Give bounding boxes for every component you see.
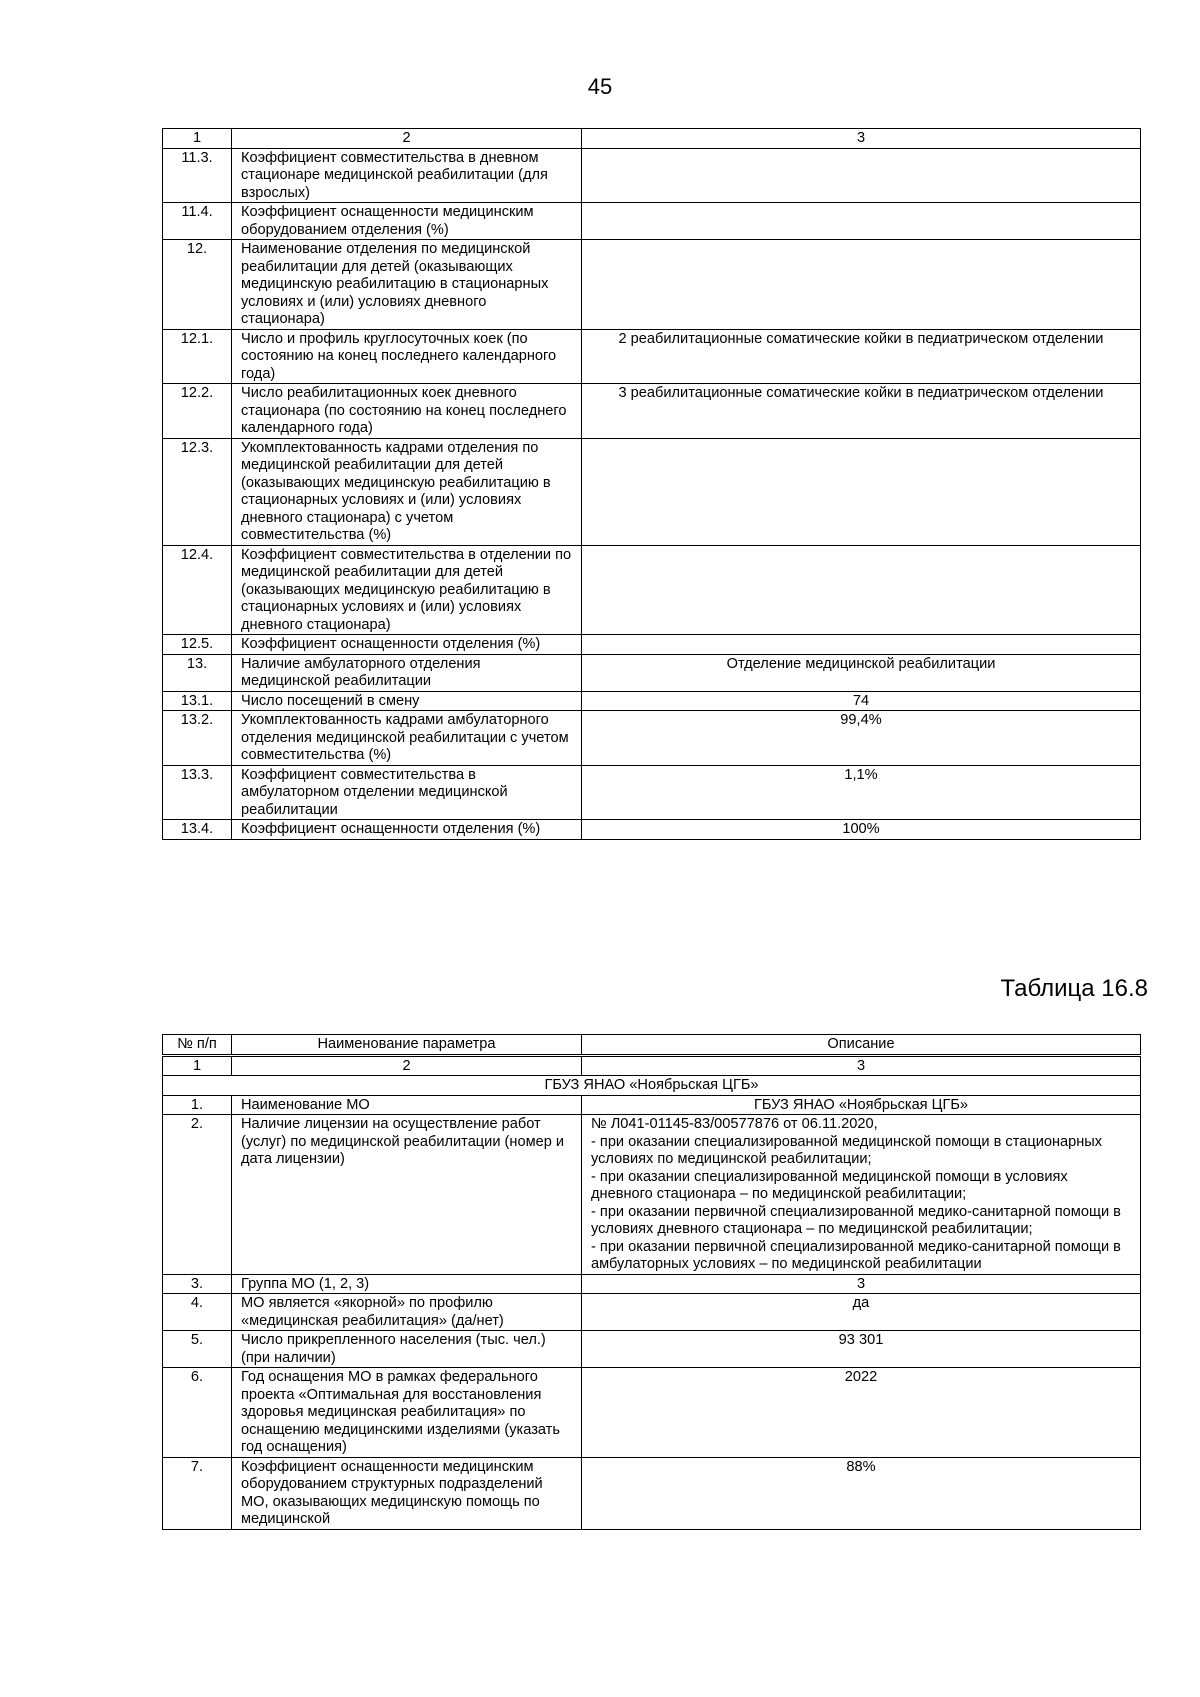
parameter-value: [582, 1115, 1141, 1275]
table-row: [163, 711, 1141, 766]
row-number: 12.1.: [163, 329, 232, 384]
row-number: 13.: [163, 654, 232, 691]
column-title: Наименование параметра: [232, 1035, 582, 1056]
column-number: 1: [163, 1055, 232, 1076]
row-number: 3.: [163, 1274, 232, 1294]
parameter-name: Группа МО (1, 2, 3): [232, 1274, 582, 1294]
parameter-value: [582, 545, 1141, 635]
parameter-name: Год оснащения МО в рамках федерального проекта «Оптимальная для восстановления здоровья медицинская реабилитация» по оснащению медицинскими изделиями (указать год оснащения): [232, 1368, 582, 1458]
table-caption: Таблица 16.8: [1000, 975, 1148, 1002]
parameter-name: Число реабилитационных коек дневного стационара (по состоянию на конец последнего календарного года): [232, 384, 582, 439]
row-number: 12.3.: [163, 438, 232, 545]
page-number: 45: [587, 74, 613, 99]
row-number: 4.: [163, 1294, 232, 1331]
row-number: 12.2.: [163, 384, 232, 439]
parameters-table: [162, 1034, 1141, 1530]
table-row: [163, 384, 1141, 439]
parameter-value: 74: [582, 691, 1141, 711]
table-row: [163, 1368, 1141, 1458]
column-title-row: [163, 1035, 1141, 1056]
parameter-name: Наименование отделения по медицинской реабилитации для детей (оказывающих медицинскую реабилитацию в стационарных условиях и (или) условиях дневного стационара): [232, 240, 582, 330]
value-line: - при оказании специализированной медицинской помощи в условиях дневного стационара – по медицинской реабилитации;: [591, 1168, 1068, 1202]
row-number: 12.: [163, 240, 232, 330]
row-number: 11.3.: [163, 148, 232, 203]
parameter-name: Наименование МО: [232, 1095, 582, 1115]
table-row: [163, 240, 1141, 330]
table-row: [163, 148, 1141, 203]
parameter-value: 88%: [582, 1457, 1141, 1529]
parameter-value: 99,4%: [582, 711, 1141, 766]
parameter-name: Коэффициент оснащенности медицинским оборудованием структурных подразделений МО, оказывающих медицинскую помощь по медицинской: [232, 1457, 582, 1529]
row-number: 2.: [163, 1115, 232, 1275]
table-row: [163, 1274, 1141, 1294]
value-line: № Л041-01145-83/00577876 от 06.11.2020,: [591, 1116, 878, 1132]
parameter-name: МО является «якорной» по профилю «медицинская реабилитация» (да/нет): [232, 1294, 582, 1331]
row-number: 13.4.: [163, 820, 232, 840]
table-row: [163, 1457, 1141, 1529]
row-number: 11.4.: [163, 203, 232, 240]
column-number: 2: [232, 129, 582, 149]
table-row: [163, 691, 1141, 711]
row-number: 5.: [163, 1331, 232, 1368]
parameter-name: Коэффициент оснащенности отделения (%): [232, 635, 582, 655]
table-row: [163, 1331, 1141, 1368]
table-row: [163, 1095, 1141, 1115]
row-number: 13.2.: [163, 711, 232, 766]
parameter-value: 2022: [582, 1368, 1141, 1458]
parameter-value: Отделение медицинской реабилитации: [582, 654, 1141, 691]
table-row: [163, 820, 1141, 840]
parameter-value: [582, 203, 1141, 240]
column-number: 3: [582, 129, 1141, 149]
continuation-table: [162, 128, 1141, 840]
table-row: [163, 545, 1141, 635]
table-row: [163, 635, 1141, 655]
column-number: 2: [232, 1055, 582, 1076]
row-number: 13.3.: [163, 765, 232, 820]
row-number: 13.1.: [163, 691, 232, 711]
column-number: 1: [163, 129, 232, 149]
column-title: № п/п: [163, 1035, 232, 1056]
table-row: [163, 654, 1141, 691]
parameter-name: Число и профиль круглосуточных коек (по состоянию на конец последнего календарного года): [232, 329, 582, 384]
column-title: Описание: [582, 1035, 1141, 1056]
parameter-value: 3: [582, 1274, 1141, 1294]
parameter-name: Укомплектованность кадрами амбулаторного отделения медицинской реабилитации с учетом совместительства (%): [232, 711, 582, 766]
parameter-value: ГБУЗ ЯНАО «Ноябрьская ЦГБ»: [582, 1095, 1141, 1115]
parameter-value: [582, 148, 1141, 203]
parameter-name: Наличие амбулаторного отделения медицинской реабилитации: [232, 654, 582, 691]
parameter-value: 93 301: [582, 1331, 1141, 1368]
table-row: [163, 203, 1141, 240]
parameter-name: Коэффициент совместительства в отделении по медицинской реабилитации для детей (оказывающих медицинскую реабилитацию в стационарных условиях и (или) условиях дневного стационара): [232, 545, 582, 635]
column-number: 3: [582, 1055, 1141, 1076]
parameter-value: [582, 635, 1141, 655]
parameter-value: 3 реабилитационные соматические койки в педиатрическом отделении: [582, 384, 1141, 439]
parameter-value: [582, 240, 1141, 330]
parameter-name: Число посещений в смену: [232, 691, 582, 711]
row-number: 12.5.: [163, 635, 232, 655]
parameter-name: Число прикрепленного населения (тыс. чел.) (при наличии): [232, 1331, 582, 1368]
table-row: [163, 438, 1141, 545]
table-row: [163, 1115, 1141, 1275]
parameter-value: 2 реабилитационные соматические койки в педиатрическом отделении: [582, 329, 1141, 384]
table-row: [163, 329, 1141, 384]
row-number: 12.4.: [163, 545, 232, 635]
table-row: [163, 1294, 1141, 1331]
row-number: 1.: [163, 1095, 232, 1115]
row-number: 7.: [163, 1457, 232, 1529]
row-number: 6.: [163, 1368, 232, 1458]
section-title: ГБУЗ ЯНАО «Ноябрьская ЦГБ»: [163, 1076, 1141, 1096]
parameter-name: Наличие лицензии на осуществление работ (услуг) по медицинской реабилитации (номер и дата лицензии): [232, 1115, 582, 1275]
parameter-value: [582, 438, 1141, 545]
column-number-row: [163, 129, 1141, 149]
parameter-value: да: [582, 1294, 1141, 1331]
parameter-name: Укомплектованность кадрами отделения по медицинской реабилитации для детей (оказывающих медицинскую реабилитацию в стационарных условиях и (или) условиях дневного стационара) с учетом совместительства (%): [232, 438, 582, 545]
table-row: [163, 765, 1141, 820]
parameter-name: Коэффициент совместительства в дневном стационаре медицинской реабилитации (для взрослых): [232, 148, 582, 203]
parameter-value: 1,1%: [582, 765, 1141, 820]
column-number-row: [163, 1055, 1141, 1076]
section-row: [163, 1076, 1141, 1096]
parameter-value: 100%: [582, 820, 1141, 840]
parameter-name: Коэффициент оснащенности отделения (%): [232, 820, 582, 840]
value-line: - при оказании первичной специализированной медико-санитарной помощи в амбулаторных условиях – по медицинской реабилитации: [591, 1238, 1121, 1272]
value-line: - при оказании специализированной медицинской помощи в стационарных условиях по медицинской реабилитации;: [591, 1133, 1103, 1167]
value-line: - при оказании первичной специализированной медико-санитарной помощи в условиях дневного стационара – по медицинской реабилитации;: [591, 1203, 1121, 1237]
parameter-name: Коэффициент оснащенности медицинским оборудованием отделения (%): [232, 203, 582, 240]
parameter-name: Коэффициент совместительства в амбулаторном отделении медицинской реабилитации: [232, 765, 582, 820]
